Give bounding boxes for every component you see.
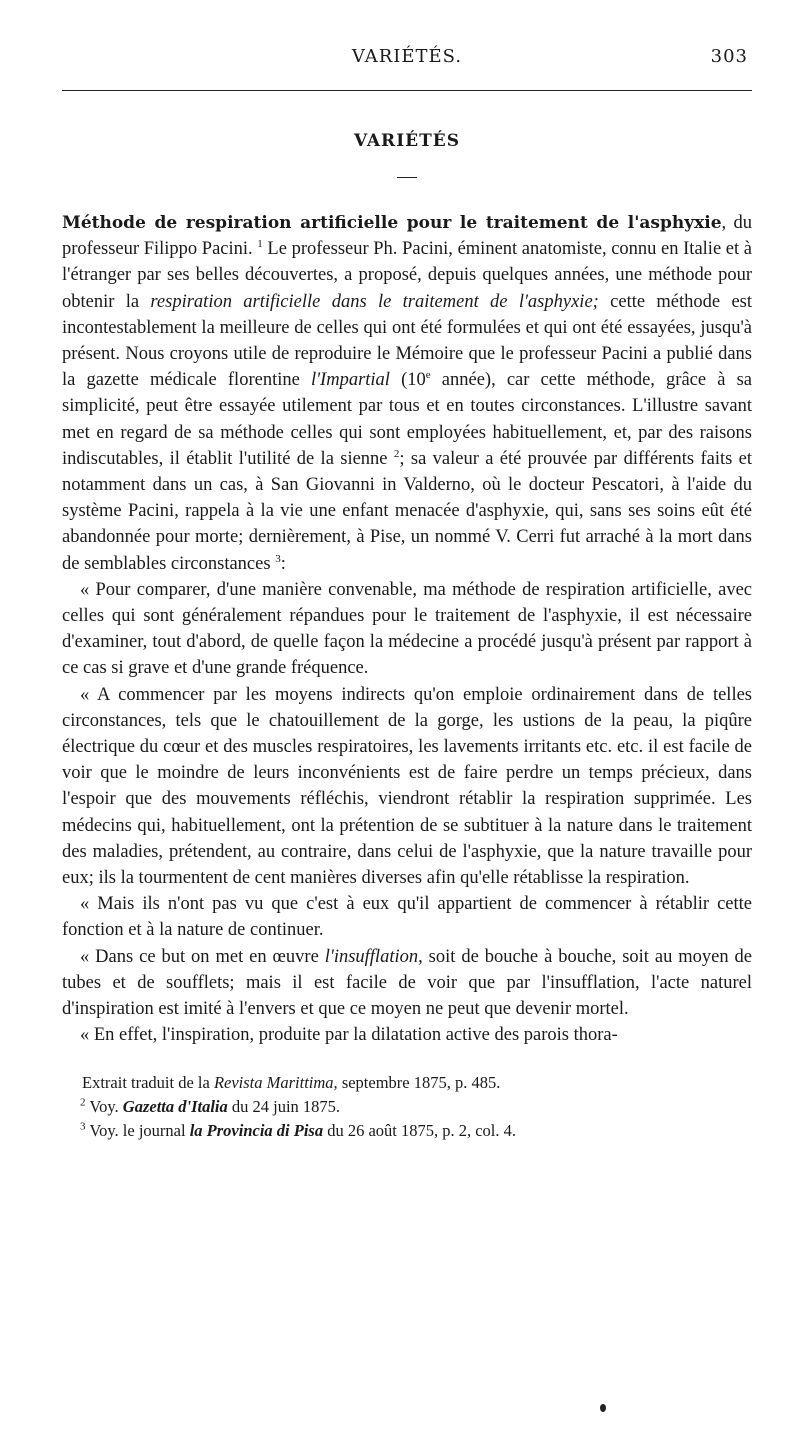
footnote-2-text-a: Voy. bbox=[85, 1096, 123, 1116]
section-title: VARIÉTÉS bbox=[354, 131, 460, 151]
paragraph-1-text-d: année), car cette méthode, grâce à sa simplicité, peut être essayée utilement par tous et en toutes circonstances. L'illustre savant met en regard de sa méthode celles qui sont employées habituellement, et, par des raisons indiscutables, il établit l'utilité de la sienne bbox=[62, 370, 752, 469]
footnote-1-text-a: Extrait traduit de la bbox=[82, 1072, 214, 1092]
paragraph-5 bbox=[62, 944, 752, 1023]
header-rule bbox=[62, 90, 752, 91]
author-intro: , du professeur Filippo Pacini. bbox=[62, 213, 753, 260]
paragraph-1-italic-b: l'Impartial bbox=[310, 370, 390, 391]
paragraph-1-text-b: cette méthode est incontestablement la meilleure de celles qui ont été formulées et qui ont été essayées, jusqu'à présent. Nous croyons utile de reproduire le Mémoire que le professeur Pacini a publié dans la gazette médicale florentine bbox=[62, 291, 752, 391]
paragraph-5-text-a: « Dans ce but on met en œuvre bbox=[80, 946, 325, 967]
footnote-2-italic: Gazetta d'Italia bbox=[122, 1096, 228, 1116]
paragraph-1-text-e: ; sa valeur a été prouvée par différents faits et notamment dans un cas, à San Giovanni in Valderno, où le docteur Pescatori, à l'aide du système Pacini, rappela à la vie une enfant menacée d'asphyxie, qui, sans ses soins eût été abandonnée pour morte; dernièrement, à Pise, un nommé V. Cerri fut arraché à la mort dans de semblables circonstances bbox=[62, 448, 753, 574]
footnote-3-text-a: Voy. le journal bbox=[85, 1120, 190, 1140]
ink-dot bbox=[600, 1404, 606, 1412]
footnote-3-text-b: du 26 août 1875, p. 2, col. 4. bbox=[323, 1120, 517, 1140]
footnote-ref-2: 2 bbox=[393, 447, 400, 460]
footnote-3 bbox=[62, 1119, 752, 1143]
paragraph-1-text-f: : bbox=[280, 553, 286, 574]
paragraph-6: « En effet, l'inspiration, produite par la dilatation active des parois thora- bbox=[80, 1025, 618, 1046]
paragraph-1-text-c: (10 bbox=[389, 370, 426, 391]
footnote-1-text-b: septembre 1875, p. 485. bbox=[337, 1072, 501, 1092]
paragraph-3: « A commencer par les moyens indirects qu'on emploie ordinairement dans de telles circonstances, tels que le chatouillement de la gorge, les ustions de la peau, la piqûre électrique du cœur et des muscles respiratoires, les lavements irritants etc. etc. il est facile de voir que le moindre de leurs inconvénients est de faire perdre un temps précieux, dans l'espoir que des mouvements réfléchis, viendront rétablir la respiration supprimée. Les médecins qui, habituellement, ont la prétention de se subtituer à la nature dans le traitement des maladies, prétendent, au contraire, dans celui de l'asphyxie, que la nature travaille pour eux; ils la tourmentent de cent manières diverses afin qu'elle rétablisse la respiration. bbox=[62, 684, 752, 889]
ordinal-suffix: e bbox=[425, 369, 431, 382]
footnote-3-mark: 3 bbox=[80, 1120, 86, 1132]
footnote-2 bbox=[62, 1095, 752, 1119]
footnote-2-mark: 2 bbox=[80, 1096, 86, 1108]
paragraph-1-text-a: Le professeur Ph. Pacini, éminent anatomiste, connu en Italie et à l'étranger par ses belles découvertes, a proposé, depuis quelques années, une méthode pour obtenir la bbox=[62, 239, 752, 312]
footnote-2-text-b: du 24 juin 1875. bbox=[227, 1096, 341, 1116]
footnote-3-italic: la Provincia di Pisa bbox=[189, 1120, 324, 1140]
footnote-1-italic: Revista Marittima, bbox=[213, 1072, 338, 1092]
paragraph-5-text-b: soit de bouche à bouche, soit au moyen de tubes et de soufflets; mais il est facile de voir que par l'insufflation, l'acte naturel d'inspiration est imité à l'envers et que ce moyen ne peut que devenir mortel. bbox=[62, 946, 752, 1020]
paragraph-4: « Mais ils n'ont pas vu que c'est à eux qu'il appartient de commencer à rétablir cette fonction et à la nature de continuer. bbox=[62, 894, 752, 941]
footnotes bbox=[62, 1071, 752, 1143]
paragraph-2: « Pour comparer, d'une manière convenable, ma méthode de respiration artificielle, avec celles qui sont généralement répandues pour le traitement de l'asphyxie, il est nécessaire d'examiner, tout d'abord, de quelle façon la médecine a procédé jusqu'à présent par rapport à ce cas si grave et d'une grande fréquence. bbox=[62, 579, 752, 679]
paragraph-1 bbox=[62, 210, 752, 577]
running-title: VARIÉTÉS. bbox=[351, 46, 463, 67]
paragraph-1-italic-a: respiration artificielle dans le traitement de l'asphyxie; bbox=[150, 291, 599, 312]
page bbox=[62, 40, 752, 1143]
section-divider bbox=[397, 177, 417, 178]
running-head bbox=[62, 40, 752, 74]
footnote-ref-3: 3 bbox=[275, 552, 281, 565]
article-body bbox=[62, 210, 752, 1049]
footnote-ref-1: 1 bbox=[257, 238, 263, 251]
page-number: 303 bbox=[710, 46, 748, 67]
paragraph-5-italic: l'insufflation, bbox=[324, 946, 423, 967]
footnote-1 bbox=[62, 1071, 752, 1095]
article-title: Méthode de respiration artificielle pour le traitement de l'asphyxie bbox=[62, 213, 722, 233]
